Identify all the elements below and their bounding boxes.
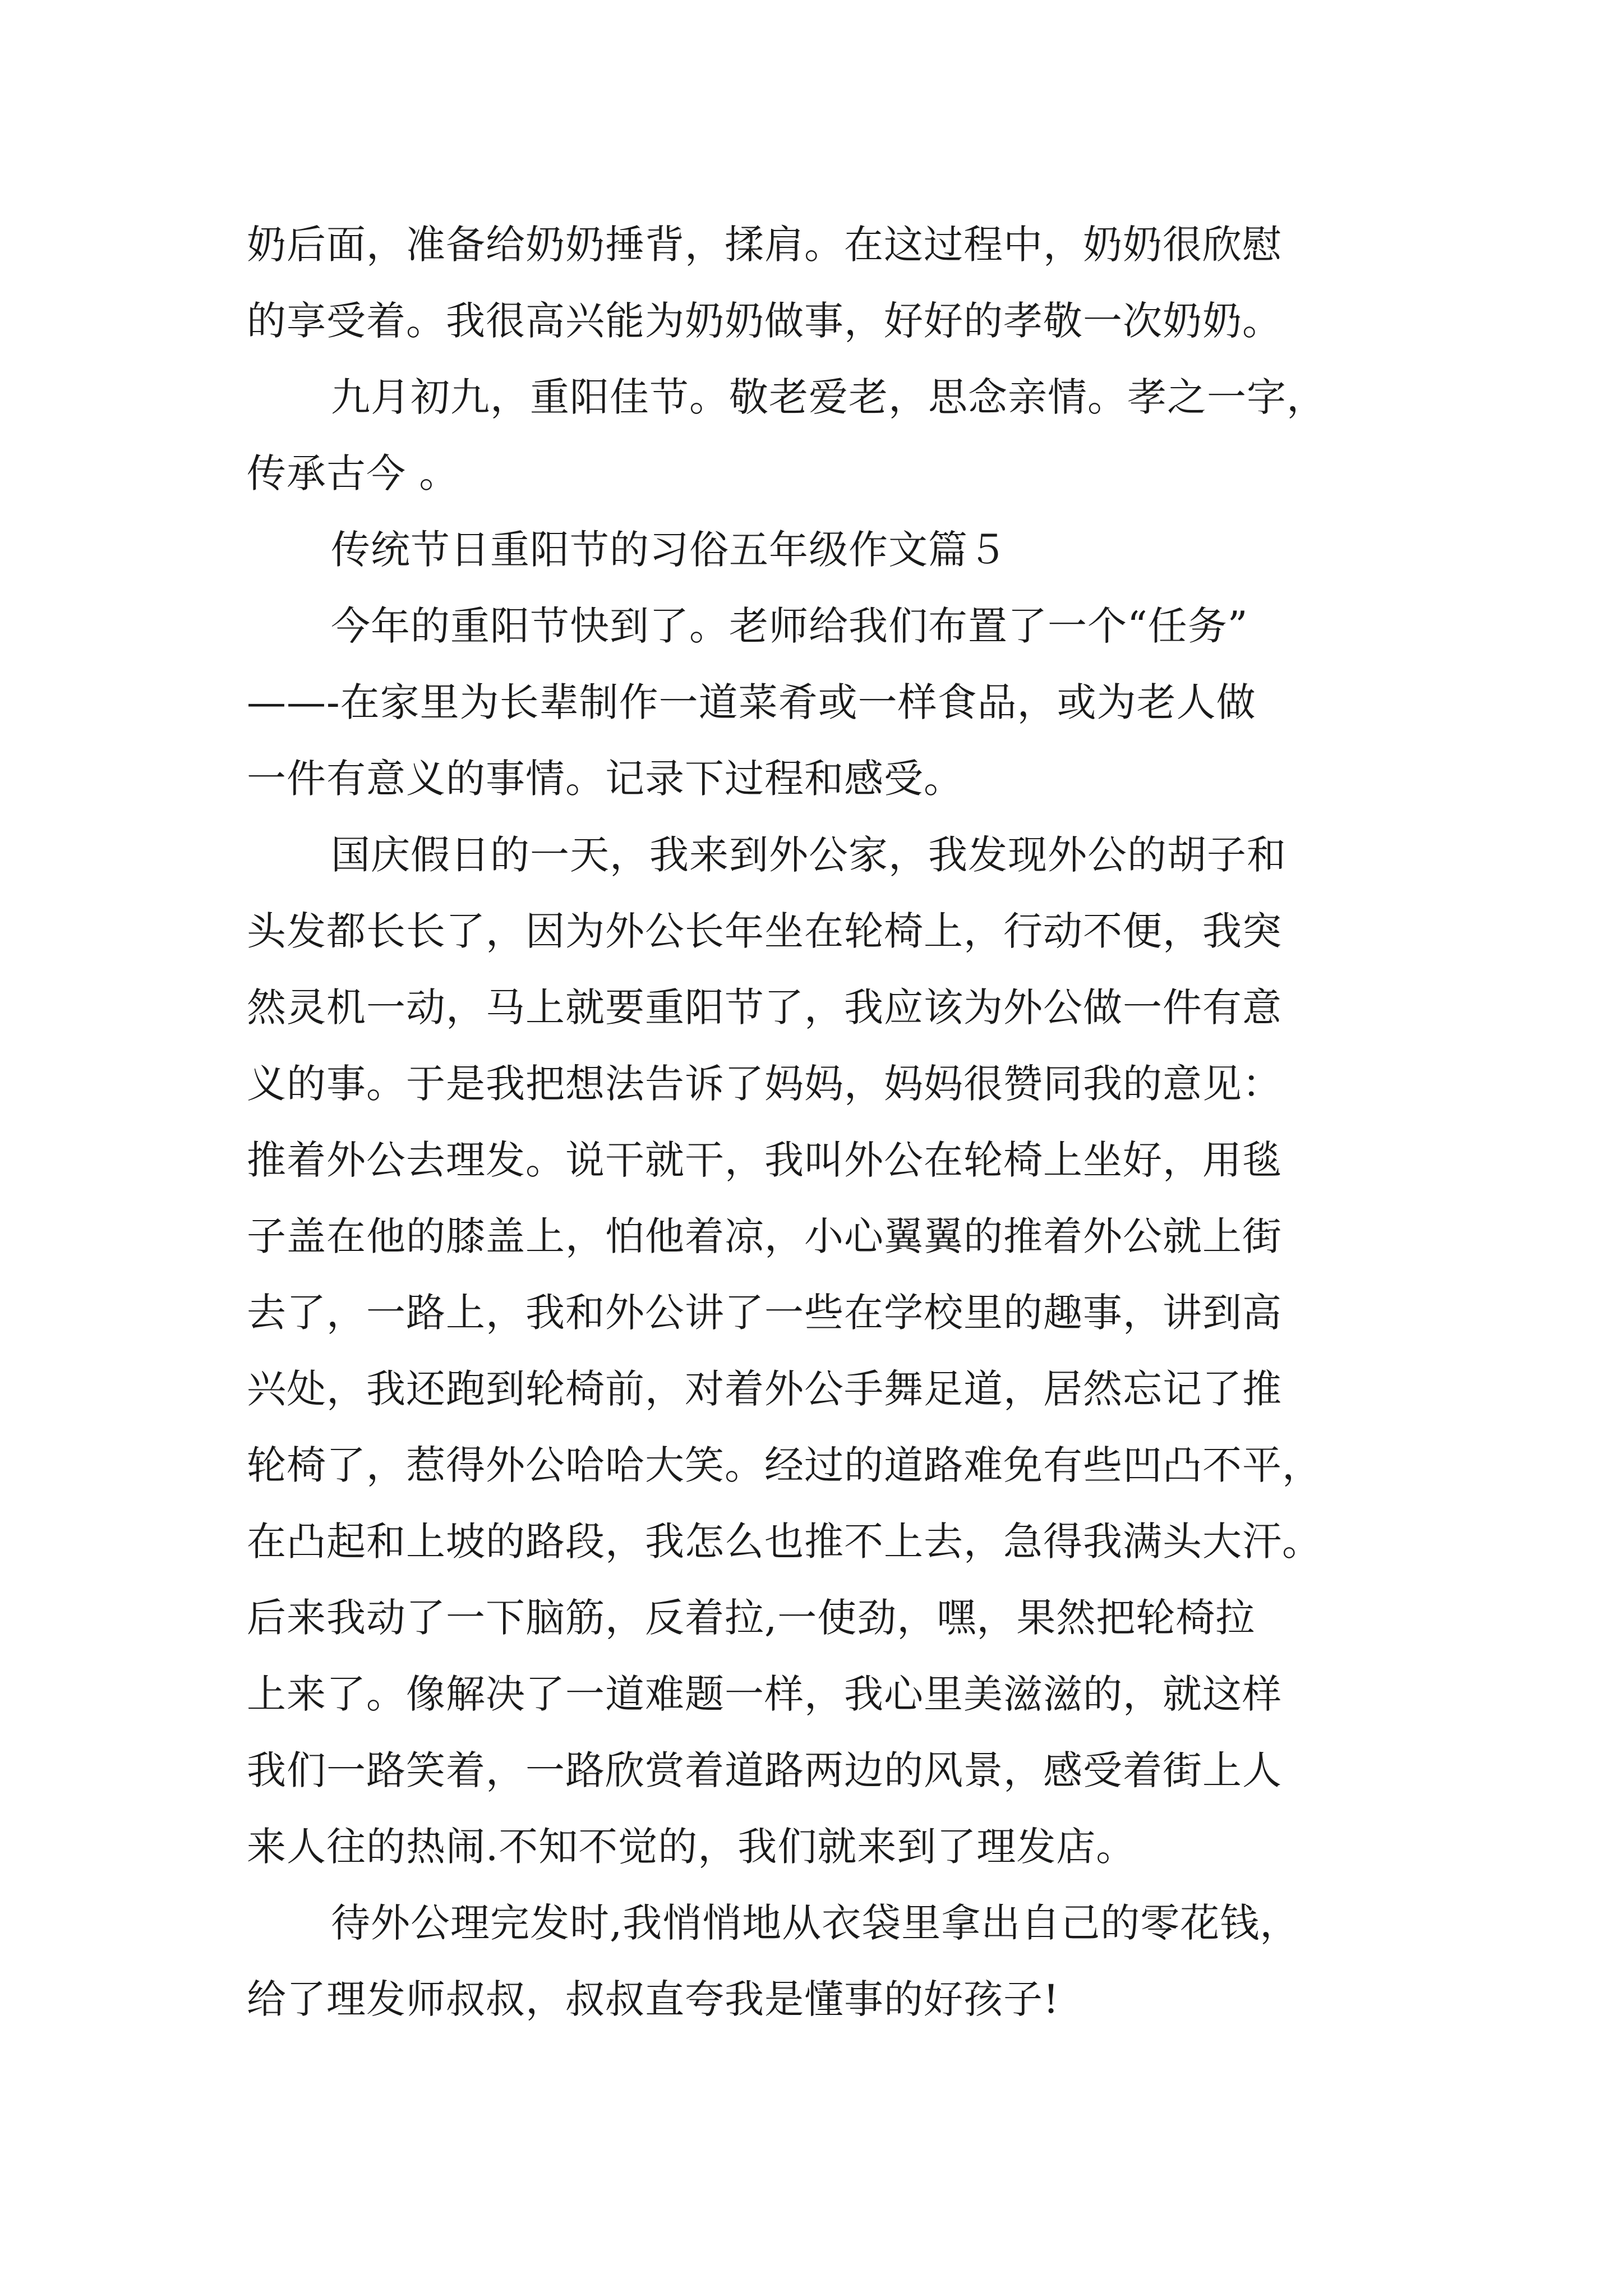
text-line: 头发都长长了，因为外公长年坐在轮椅上，行动不便，我突	[247, 908, 1282, 954]
text-line: 义的事。于是我把想法告诉了妈妈，妈妈很赞同我的意见：	[247, 1061, 1282, 1107]
text-line: 轮椅了，惹得外公哈哈大笑。经过的道路难免有些凹凸不平，	[247, 1442, 1322, 1488]
text-line: 一件有意义的事情。记录下过程和感受。	[247, 756, 963, 802]
text-line: 后来我动了一下脑筋，反着拉,一使劲，嘿，果然把轮椅拉	[247, 1595, 1256, 1641]
text-line: 然灵机一动，马上就要重阳节了，我应该为外公做一件有意	[247, 984, 1282, 1030]
text-line: 国庆假日的一天，我来到外公家，我发现外公的胡子和	[331, 832, 1287, 878]
text-line: 子盖在他的膝盖上，怕他着凉，小心翼翼的推着外公就上街	[247, 1213, 1282, 1259]
text-line: 传承古今 。	[247, 450, 459, 496]
text-line: 兴处，我还跑到轮椅前，对着外公手舞足道，居然忘记了推	[247, 1366, 1282, 1412]
text-line: 给了理发师叔叔，叔叔直夸我是懂事的好孩子!	[247, 1976, 1060, 2022]
text-line: 我们一路笑着，一路欣赏着道路两边的风景，感受着街上人	[247, 1747, 1282, 1793]
text-line: 在凸起和上坡的路段，我怎么也推不上去，急得我满头大汗。	[247, 1519, 1322, 1565]
text-line: 的享受着。我很高兴能为奶奶做事，好好的孝敬一次奶奶。	[247, 298, 1282, 344]
text-line: 今年的重阳节快到了。老师给我们布置了一个“任务”	[331, 603, 1248, 649]
text-line: 去了，一路上，我和外公讲了一些在学校里的趣事，讲到高	[247, 1290, 1282, 1336]
text-line: 待外公理完发时,我悄悄地从衣袋里拿出自己的零花钱，	[331, 1900, 1300, 1946]
text-line: 九月初九，重阳佳节。敬老爱老，思念亲情。孝之一字，	[331, 374, 1326, 420]
section-heading: 传统节日重阳节的习俗五年级作文篇５	[331, 527, 1008, 573]
document-body	[247, 206, 1374, 2037]
text-line: 奶后面，准备给奶奶捶背，揉肩。在这过程中，奶奶很欣慰	[247, 222, 1282, 268]
text-line: 推着外公去理发。说干就干，我叫外公在轮椅上坐好，用毯	[247, 1137, 1282, 1183]
text-line: 来人往的热闹.不知不觉的，我们就来到了理发店。	[247, 1824, 1136, 1870]
text-line: ——-在家里为长辈制作一道菜肴或一样食品，或为老人做	[247, 679, 1256, 725]
text-line: 上来了。像解决了一道难题一样，我心里美滋滋的，就这样	[247, 1671, 1282, 1717]
